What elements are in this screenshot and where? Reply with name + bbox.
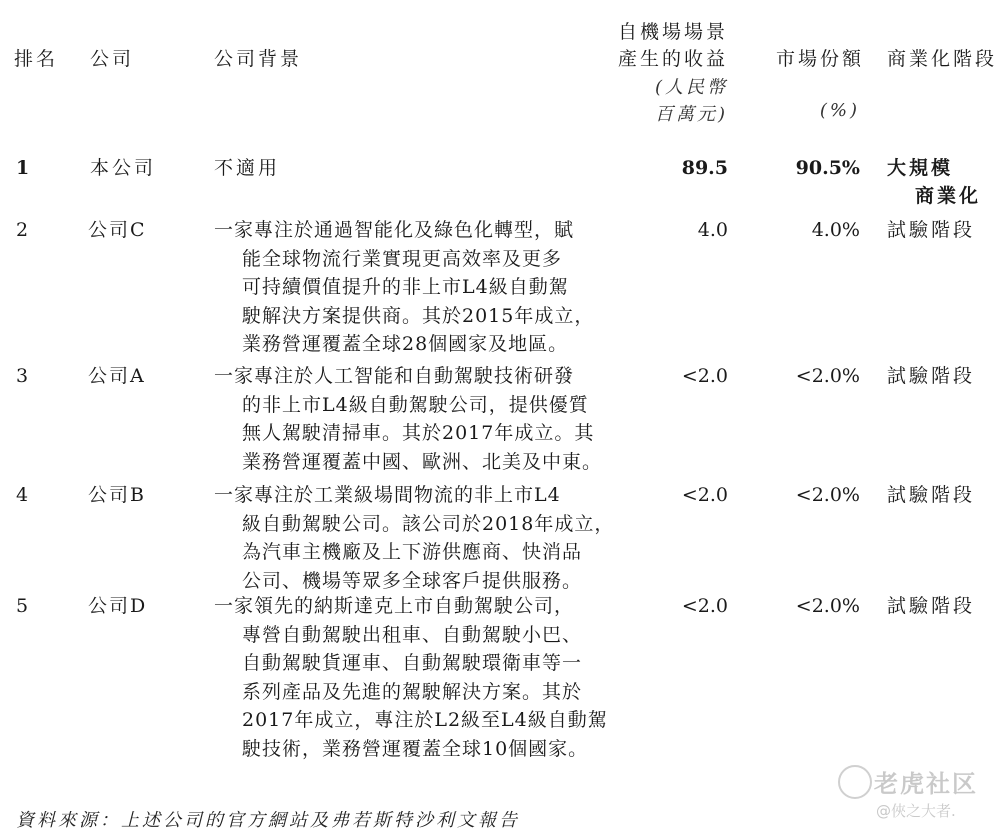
- header-background: 公司背景: [214, 48, 303, 70]
- header-share: 市場份額: [775, 48, 864, 70]
- table-row-1-rank: 1: [16, 157, 30, 179]
- table-row-4-company: 公司B: [88, 484, 146, 506]
- table-row-1-company: 本公司: [90, 157, 157, 179]
- table-row-3-company: 公司A: [88, 365, 146, 387]
- table-row-1-revenue: 89.5: [681, 157, 728, 179]
- source-note: 資料來源：上述公司的官方網站及弗若斯特沙利文報告: [16, 810, 520, 831]
- table-row-1-stage-line1: 大規模: [887, 157, 954, 179]
- table-row-3-share: <2.0%: [795, 365, 860, 387]
- header-revenue-unit2: 百萬元): [654, 104, 728, 125]
- background-line: 專營自動駕駛出租車、自動駕駛小巴、: [242, 623, 583, 646]
- table-row-1-stage-line2: 商業化: [915, 185, 982, 207]
- table-row-2-company: 公司C: [88, 219, 147, 241]
- watermark-logo: 老虎社区: [874, 770, 978, 798]
- table-row-2-revenue: 4.0: [697, 219, 728, 241]
- header-revenue-line1: 自機場場景: [617, 21, 728, 43]
- background-line: 一家領先的納斯達克上市自動駕駛公司，: [214, 595, 575, 617]
- table-row-5-rank: 5: [16, 595, 29, 617]
- background-line: 系列產品及先進的駕駛解決方案。其於: [242, 680, 583, 703]
- background-line: 級自動駕駛公司。該公司於2018年成立，: [242, 512, 615, 535]
- header-revenue-unit1: (人民幣: [654, 77, 728, 98]
- table-row-1-background: 不適用: [214, 157, 281, 179]
- table-row-5-share: <2.0%: [795, 595, 860, 617]
- table-row-4-revenue: <2.0: [681, 484, 728, 506]
- background-line: 2017年成立，專注於L2級至L4級自動駕: [242, 709, 608, 731]
- table-row-1-share: 90.5%: [795, 157, 860, 179]
- tiger-logo-icon: [838, 765, 872, 799]
- background-line: 的非上市L4級自動駕駛公司，提供優質: [242, 393, 589, 416]
- header-share-unit: (%): [819, 100, 860, 121]
- background-line: 一家專注於工業級場間物流的非上市L4: [214, 484, 561, 506]
- table-row-5-revenue: <2.0: [681, 595, 728, 617]
- background-line: 能全球物流行業實現更高效率及更多: [242, 247, 563, 270]
- table-row-4-rank: 4: [16, 484, 29, 506]
- header-revenue-line2: 產生的收益: [617, 48, 728, 70]
- table-row-2-background: [214, 216, 594, 359]
- background-line: 自動駕駛貨運車、自動駕駛環衛車等一: [242, 652, 583, 674]
- table-row-2-rank: 2: [16, 219, 29, 241]
- table-row-5-background: [214, 592, 608, 763]
- table-row-4-stage: 試驗階段: [887, 484, 976, 506]
- header-stage: 商業化階段: [887, 48, 998, 70]
- table-row-2-share: 4.0%: [811, 219, 860, 241]
- table-row-2-stage: 試驗階段: [887, 219, 976, 241]
- background-line: 無人駕駛清掃車。其於2017年成立。其: [242, 422, 595, 444]
- background-line: 駛解決方案提供商。其於2015年成立，: [242, 304, 595, 327]
- background-line: 一家專注於人工智能和自動駕駛技術研發: [214, 365, 575, 387]
- background-line: 駛技術，業務營運覆蓋全球10個國家。: [242, 737, 589, 760]
- header-company: 公司: [90, 48, 135, 70]
- background-line: 為汽車主機廠及上下游供應商、快消品: [242, 541, 583, 563]
- watermark-user: @俠之大者.: [876, 802, 956, 820]
- background-line: 業務營運覆蓋中國、歐洲、北美及中東。: [242, 450, 603, 473]
- table-row-4-background: [214, 481, 614, 595]
- table-row-3-rank: 3: [16, 365, 29, 387]
- table-row-4-share: <2.0%: [795, 484, 860, 506]
- background-line: 業務營運覆蓋全球28個國家及地區。: [242, 333, 569, 355]
- table-row-5-stage: 試驗階段: [887, 595, 976, 617]
- background-line: 公司、機場等眾多全球客戶提供服務。: [242, 569, 583, 592]
- background-line: 一家專注於通過智能化及綠色化轉型，賦: [214, 219, 575, 241]
- table-row-3-stage: 試驗階段: [887, 365, 976, 387]
- background-line: 可持續價值提升的非上市L4級自動駕: [242, 276, 569, 298]
- table-row-3-background: [214, 362, 602, 476]
- header-rank: 排名: [14, 48, 59, 70]
- table-row-5-company: 公司D: [88, 595, 148, 617]
- table-row-3-revenue: <2.0: [681, 365, 728, 387]
